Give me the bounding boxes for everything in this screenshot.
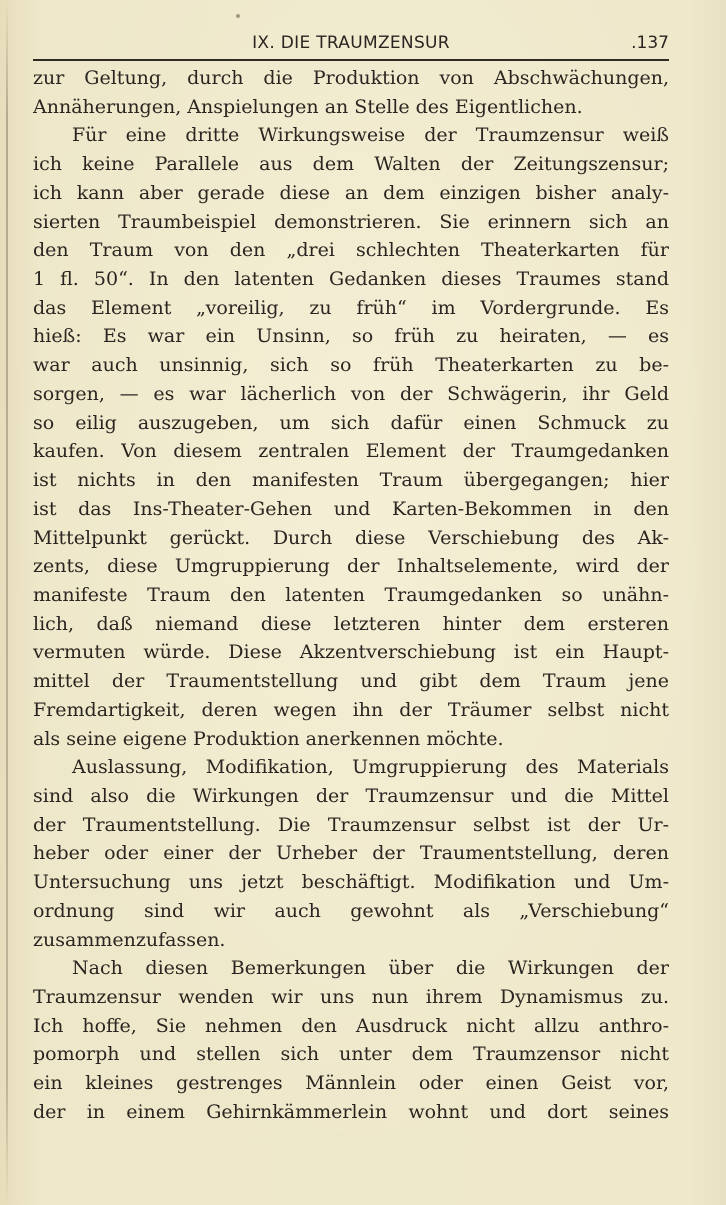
chapter-title: IX. DIE TRAUMZENSUR	[252, 33, 450, 53]
page-number: .137	[631, 33, 669, 53]
text-line: Ich hoffe, Sie nehmen den Ausdruck nicht allzu anthro-	[33, 1014, 669, 1037]
text-line: Auslassung, Modifikation, Umgruppierung des Materials	[72, 756, 669, 779]
text-line: sorgen, — es war lächerlich von der Schwägerin, ihr Geld	[33, 382, 669, 405]
text-line: kaufen. Von diesem zentralen Element der Traumgedanken	[33, 440, 669, 463]
text-line: sind also die Wirkungen der Traumzensur und die Mittel	[33, 784, 669, 807]
text-line: ordnung sind wir auch gewohnt als „Verschiebung“	[33, 899, 669, 922]
text-line: sierten Traumbeispiel demonstrieren. Sie erinnern sich an	[33, 210, 669, 233]
text-line: Traumzensur wenden wir uns nun ihrem Dynamismus zu.	[33, 986, 669, 1008]
text-line: mittel der Traumentstellung und gibt dem Traum jene	[33, 670, 669, 693]
text-line: pomorph und stellen sich unter dem Traumzensor nicht	[33, 1043, 669, 1066]
text-line: manifeste Traum den latenten Traumgedanken so unähn-	[33, 583, 669, 606]
text-line: den Traum von den „drei schlechten Theaterkarten für	[33, 239, 669, 262]
text-line: Nach diesen Bemerkungen über die Wirkungen der	[72, 957, 669, 980]
text-line: hieß: Es war ein Unsinn, so früh zu heiraten, — es	[33, 325, 669, 348]
text-line: Mittelpunkt gerückt. Durch diese Verschiebung des Ak-	[33, 526, 669, 549]
text-line: Fremdartigkeit, deren wegen ihn der Träumer selbst nicht	[33, 698, 669, 721]
text-line: lich, daß niemand diese letzteren hinter dem ersteren	[33, 612, 669, 635]
text-line: ich kann aber gerade diese an dem einzigen bisher analy-	[33, 181, 669, 204]
text-line: heber oder einer der Urheber der Traumentstellung, deren	[33, 842, 669, 865]
running-head	[33, 33, 669, 57]
page-edge-shadow	[6, 0, 8, 1205]
text-line: Annäherungen, Anspielungen an Stelle des Eigentlichen.	[33, 95, 583, 118]
text-line: der Traumentstellung. Die Traumzensur selbst ist der Ur-	[33, 813, 669, 836]
text-line: ist nichts in den manifesten Traum übergegangen; hier	[33, 469, 669, 492]
text-line: zents, diese Umgruppierung der Inhaltselemente, wird der	[33, 555, 669, 578]
text-line: Untersuchung uns jetzt beschäftigt. Modifikation und Um-	[33, 871, 669, 894]
text-line: ein kleines gestrenges Männlein oder einen Geist vor,	[33, 1072, 669, 1095]
body-text	[33, 64, 669, 1127]
text-line: ist das Ins-Theater-Gehen und Karten-Bekommen in den	[33, 497, 669, 520]
text-line: war auch unsinnig, sich so früh Theaterkarten zu be-	[33, 354, 669, 377]
text-line: als seine eigene Produktion anerkennen möchte.	[33, 727, 504, 750]
text-line: 1 fl. 50“. In den latenten Gedanken dieses Traumes stand	[33, 268, 669, 291]
text-line: vermuten würde. Diese Akzentverschiebung ist ein Haupt-	[33, 641, 669, 664]
text-line: der in einem Gehirnkämmerlein wohnt und dort seines	[33, 1100, 669, 1123]
text-line: Für eine dritte Wirkungsweise der Traumzensur weiß	[72, 124, 669, 147]
print-speck	[236, 14, 240, 18]
text-line: zusammenzufassen.	[33, 928, 226, 951]
text-line: das Element „voreilig, zu früh“ im Vordergrunde. Es	[33, 296, 669, 319]
text-line: zur Geltung, durch die Produktion von Abschwächungen,	[33, 67, 669, 89]
text-line: so eilig auszugeben, um sich dafür einen Schmuck zu	[33, 411, 669, 434]
text-line: ich keine Parallele aus dem Walten der Zeitungszensur;	[33, 153, 669, 176]
header-rule	[33, 59, 669, 61]
